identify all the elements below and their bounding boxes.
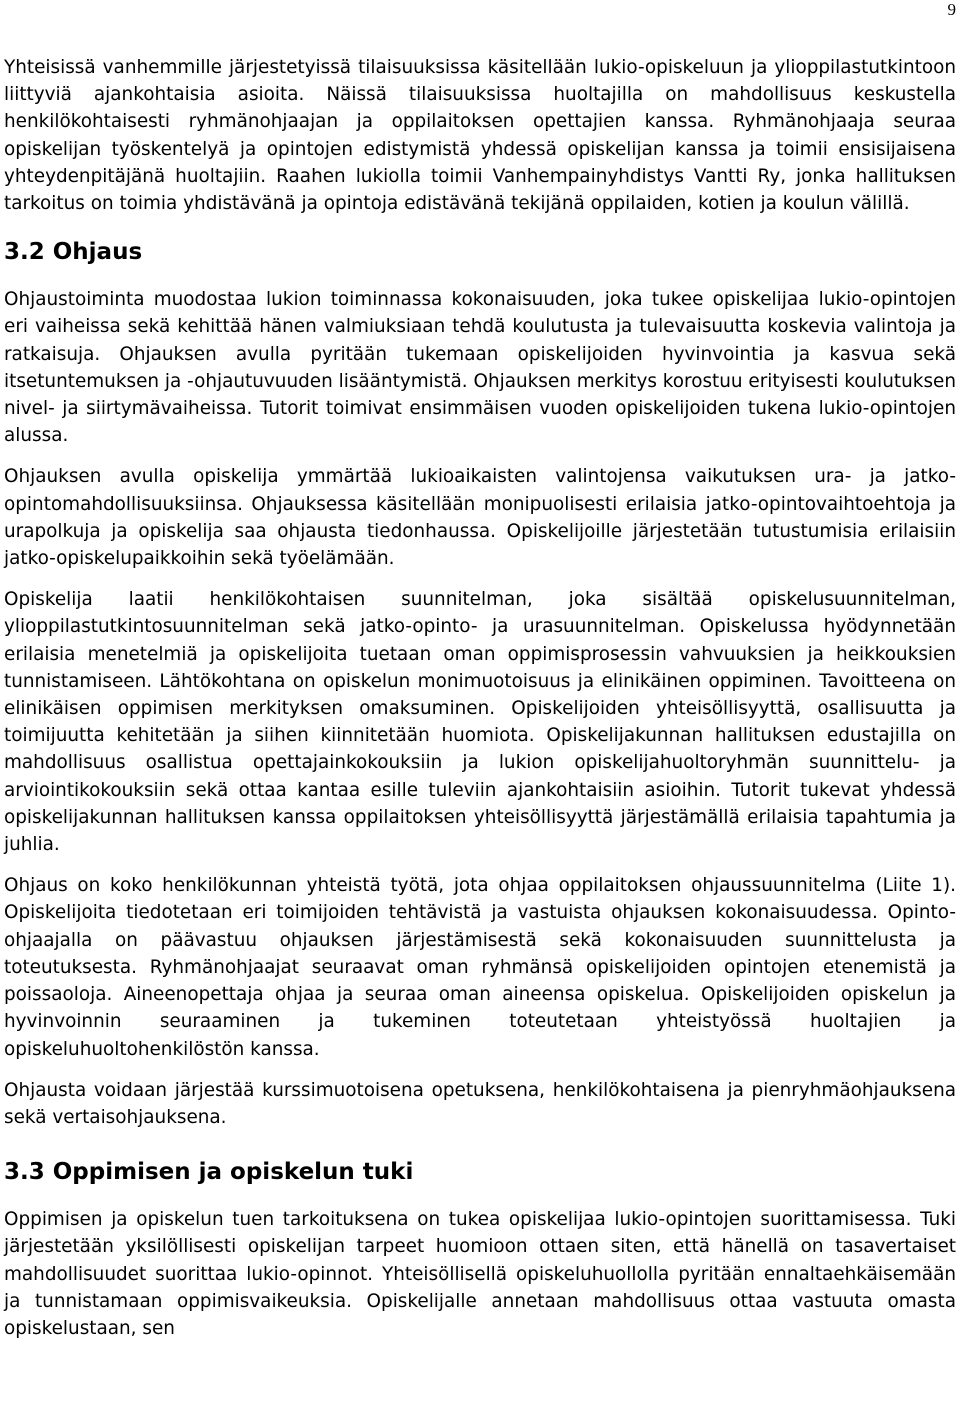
page-number: 9 (947, 0, 956, 19)
paragraph-ohjaus-1: Ohjaustoiminta muodostaa lukion toiminnassa kokonaisuuden, joka tukee opiskelijaa lukio-opintojen eri vaiheissa sekä kehittää hänen valmiuksiaan tehdä koulutusta ja tulevaisuutta koskevia valintoja ja ratkaisuja. Ohjauksen avulla pyritään tukemaan opiskelijoiden hyvinvointia ja kasvua sekä itsetuntemuksen ja -ohjautuvuuden lisääntymistä. Ohjauksen merkitys korostuu erityisesti koulutuksen nivel- ja siirtymävaiheissa. Tutorit toimivat ensimmäisen vuoden opiskelijoiden tukena lukio-opintojen alussa. (4, 289, 956, 447)
document-body (4, 54, 956, 1356)
section-heading-tuki: 3.3 Oppimisen ja opiskelun tuki (4, 1159, 414, 1186)
paragraph-ohjaus-2: Ohjauksen avulla opiskelija ymmärtää lukioaikaisten valintojensa vaikutuksen ura- ja jatko-opintomahdollisuuksiinsa. Ohjauksessa käsitellään monipuolisesti erilaisia jatko-opintovaihtoehtoja ja urapolkuja ja opiskelija saa ohjausta tiedonhaussa. Opiskelijoille järjestetään tutustumisia erilaisiin jatko-opiskelupaikkoihin sekä työelämään. (4, 466, 956, 570)
paragraph-ohjaus-5: Ohjausta voidaan järjestää kurssimuotoisena opetuksena, henkilökohtaisena ja pienryhmäohjauksena sekä vertaisohjauksena. (4, 1079, 956, 1128)
paragraph-ohjaus-4: Ohjaus on koko henkilökunnan yhteistä työtä, jota ohjaa oppilaitoksen ohjaussuunnitelma (Liite 1). Opiskelijoita tiedotetaan eri toimijoiden tehtävistä ja vastuista ohjauksen kokonaisuudessa. Opinto-ohjaajalla on päävastuu ohjauksen järjestämisestä sekä kokonaisuuden suunnittelusta ja toteutuksesta. Ryhmänohjaajat seuraavat oman ryhmänsä opiskelijoiden opintojen etenemistä ja poissaoloja. Aineenopettaja ohjaa ja seuraa oman aineensa opiskelua. Opiskelijoiden opiskelun ja hyvinvoinnin seuraaminen ja tukeminen toteutetaan yhteistyössä huoltajien ja opiskeluhuoltohenkilöstön kanssa. (4, 875, 956, 1060)
paragraph-tuki-1: Oppimisen ja opiskelun tuen tarkoituksena on tukea opiskelijaa lukio-opintojen suorittamisessa. Tuki järjestetään yksilöllisesti opiskelijan tarpeet huomioon ottaen siten, että hänellä on tasavertaiset mahdollisuudet suorittaa lukio-opinnot. Yhteisöllisellä opiskeluhuollolla pyritään ennaltaehkäisemään ja tunnistamaan oppimisvaikeuksia. Opiskelijalle annetaan mahdollisuus ottaa vastuuta omasta opiskelustaan, sen (4, 1209, 956, 1339)
section-heading-ohjaus: 3.2 Ohjaus (4, 239, 143, 266)
paragraph-parents-events: Yhteisissä vanhemmille järjestetyissä tilaisuuksissa käsitellään lukio-opiskeluun ja ylioppilastutkintoon liittyviä ajankohtaisia asioita. Näissä tilaisuuksissa huoltajilla on mahdollisuus keskustella henkilökohtaisesti ryhmänohjaajan ja oppilaitoksen opettajien kanssa. Ryhmänohjaaja seuraa opiskelijan työskentelyä ja opintojen edistymistä yhdessä opiskelijan kanssa ja toimii ensisijaisena yhteydenpitäjänä huoltajiin. Raahen lukiolla toimii Vanhempainyhdistys Vantti Ry, jonka hallituksen tarkoitus on toimia yhdistävänä ja opintoja edistävänä tekijänä oppilaiden, kotien ja koulun välillä. (4, 57, 956, 215)
paragraph-ohjaus-3: Opiskelija laatii henkilökohtaisen suunnitelman, joka sisältää opiskelusuunnitelman, ylioppilastutkintosuunnitelman sekä jatko-opinto- ja urasuunnitelman. Opiskelussa hyödynnetään erilaisia menetelmiä ja opiskelijoita tuetaan oman oppimisprosessin vahvuuksien ja heikkouksien tunnistamiseen. Lähtökohtana on opiskelun monimuotoisuus ja elinikäinen oppiminen. Tavoitteena on elinikäisen oppimisen merkityksen omaksuminen. Opiskelijoiden yhteisöllisyyttä, osallisuutta ja toimijuutta kehitetään ja siihen kiinnitetään huomiota. Opiskelijakunnan hallituksen edustajilla on mahdollisuus osallistua opettajainkokouksiin ja lukion opiskelijahuoltoryhmän suunnittelu- ja arviointikokouksiin sekä ottaa kantaa esille tuleviin ajankohtaisiin asioihin. Tutorit tukevat yhdessä opiskelijakunnan hallituksen kanssa oppilaitoksen yhteisöllisyyttä järjestämällä erilaisia tapahtumia ja juhlia. (4, 589, 956, 856)
